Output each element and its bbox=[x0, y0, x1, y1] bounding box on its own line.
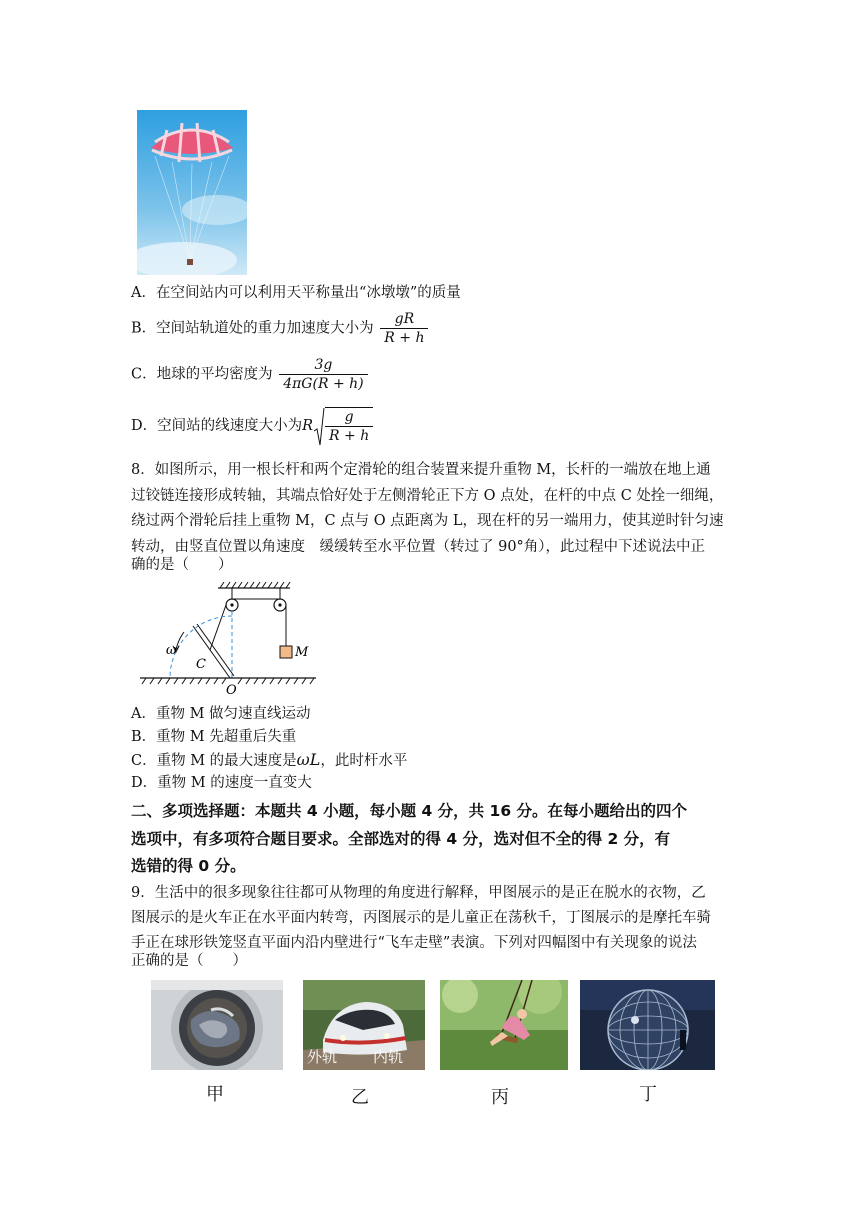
math-omega-l: ωL bbox=[296, 750, 321, 769]
fraction-denominator: R + h bbox=[380, 328, 428, 347]
parachute-photo bbox=[137, 110, 247, 275]
fraction-numerator: g bbox=[344, 409, 354, 425]
section-heading-line: 选错的得 0 分。 bbox=[131, 857, 246, 875]
fraction-numerator: gR bbox=[394, 311, 415, 327]
outer-rail-label: 外轨 bbox=[307, 1048, 338, 1066]
math-coefficient: R bbox=[302, 418, 314, 434]
point-c-label: C bbox=[196, 657, 206, 672]
q7-option-d-text: D．空间站的线速度大小为 bbox=[131, 418, 303, 434]
q7-option-b-text: B．空间站轨道处的重力加速度大小为 bbox=[131, 320, 374, 337]
inner-rail-label: 内轨 bbox=[373, 1048, 404, 1066]
caption-bing: 丙 bbox=[491, 1087, 509, 1108]
q8-stem-line: 确的是（ ） bbox=[131, 557, 233, 573]
section-heading-line: 二、多项选择题：本题共 4 小题，每小题 4 分，共 16 分。在每小题给出的四个 bbox=[131, 802, 688, 820]
square-root bbox=[313, 407, 373, 445]
mass-m-label: M bbox=[295, 645, 309, 660]
q7-option-c bbox=[131, 356, 368, 393]
q8-stem-line: 转动，由竖直位置以角速度 缓缓转至水平位置（转过了 90°角），此过程中下述说法中正 bbox=[131, 539, 706, 555]
q8-option-b: B．重物 M 先超重后失重 bbox=[131, 729, 297, 745]
train-photo bbox=[303, 980, 425, 1070]
q9-stem-line: 手正在球形铁笼竖直平面内沿内壁进行“飞车走壁”表演。下列对四幅图中有关现象的说法 bbox=[131, 935, 697, 951]
omega-label: ω bbox=[166, 643, 177, 658]
q9-stem-line: 9．生活中的很多现象往往都可从物理的角度进行解释，甲图展示的是正在脱水的衣物，乙 bbox=[131, 885, 706, 901]
q7-option-b-fraction bbox=[380, 310, 428, 347]
q8-option-c-suffix: ，此时杆水平 bbox=[320, 753, 408, 769]
q7-option-c-text: C．地球的平均密度为 bbox=[131, 366, 273, 383]
q7-option-d bbox=[131, 407, 373, 445]
fraction-numerator: 3g bbox=[314, 357, 333, 373]
section-heading-line: 选项中，有多项符合题目要求。全部选对的得 4 分，选对但不全的得 2 分，有 bbox=[131, 830, 671, 848]
fraction-denominator: 4πG(R + h) bbox=[279, 374, 367, 393]
point-o-label: O bbox=[226, 683, 237, 698]
q8-option-d: D．重物 M 的速度一直变大 bbox=[131, 775, 312, 791]
q7-option-c-fraction bbox=[279, 356, 367, 393]
caption-ding: 丁 bbox=[639, 1084, 657, 1105]
swing-photo bbox=[440, 980, 568, 1070]
fraction-denominator: R + h bbox=[325, 426, 373, 445]
q7-option-a: A．在空间站内可以利用天平称量出“冰墩墩”的质量 bbox=[131, 285, 461, 301]
q8-option-c-text: C．重物 M 的最大速度是 bbox=[131, 753, 297, 769]
q9-stem-line: 正确的是（ ） bbox=[131, 953, 247, 969]
q8-option-c bbox=[131, 750, 407, 771]
q7-option-b bbox=[131, 310, 428, 347]
caption-jia: 甲 bbox=[206, 1084, 224, 1105]
q8-stem-line: 绕过两个滑轮后挂上重物 M，C 点与 O 点距离为 L，现在杆的另一端用力，使其逆时针匀速 bbox=[131, 513, 724, 529]
q8-stem-line: 8．如图所示，用一根长杆和两个定滑轮的组合装置来提升重物 M，长杆的一端放在地上通 bbox=[131, 462, 711, 478]
caption-yi: 乙 bbox=[351, 1087, 369, 1108]
washing-machine-photo bbox=[151, 980, 283, 1070]
motorcycle-cage-photo bbox=[580, 980, 715, 1070]
q8-option-a: A．重物 M 做匀速直线运动 bbox=[131, 706, 311, 722]
pulley-diagram bbox=[138, 580, 318, 698]
q8-stem-line: 过铰链连接形成转轴，其端点恰好处于左侧滑轮正下方 O 点处，在杆的中点 C 处拴一细绳， bbox=[131, 488, 724, 504]
q9-stem-line: 图展示的是火车正在水平面内转弯，丙图展示的是儿童正在荡秋千，丁图展示的是摩托车骑 bbox=[131, 910, 711, 926]
